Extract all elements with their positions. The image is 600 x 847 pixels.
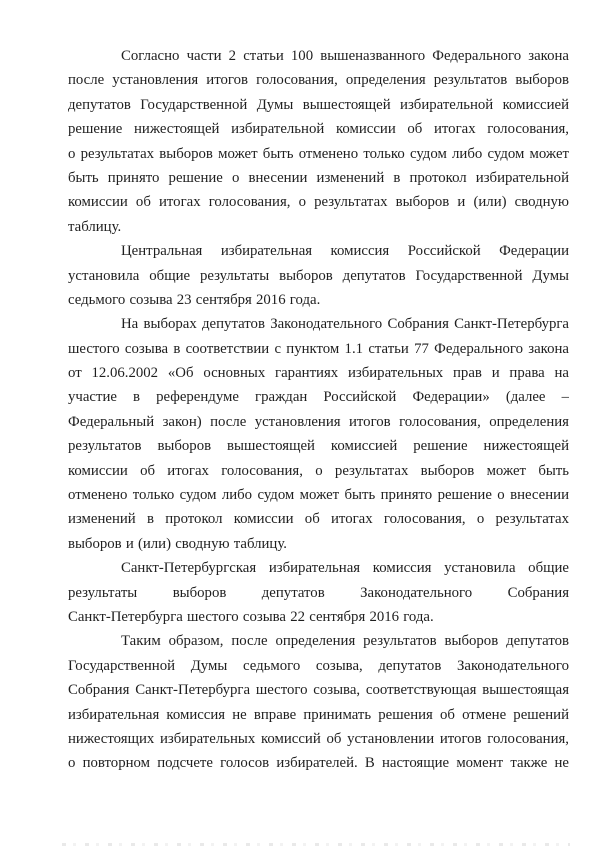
text-line: Государственной Думы седьмого созыва, депутатов Законодательного (68, 657, 569, 674)
text-line: результаты выборов депутатов Законодательного Собрания (68, 584, 569, 601)
text-line: Санкт-Петербурга шестого созыва 22 сентября 2016 года. (68, 608, 434, 625)
text-line: быть принято решение о внесении изменений в протокол избирательной (68, 169, 569, 186)
text-line: Таким образом, после определения результатов выборов депутатов (121, 633, 569, 650)
paragraph-1 (68, 44, 569, 239)
text-line: изменений в протокол комиссии об итогах голосования, о результатах (68, 511, 569, 528)
text-line: Центральная избирательная комиссия Российской Федерации (121, 243, 569, 260)
text-line: Федеральный закон) после установления итогов голосования, определения (68, 413, 569, 430)
text-line: На выборах депутатов Законодательного Собрания Санкт-Петербурга (121, 316, 569, 333)
text-line: Согласно части 2 статьи 100 вышеназванного Федерального закона (121, 48, 569, 64)
text-line: о результатах выборов может быть отменено только судом либо судом может (68, 145, 569, 162)
text-line: шестого созыва в соответствии с пунктом 1.1 статьи 77 Федерального закона (68, 340, 569, 357)
paragraph-3 (68, 312, 569, 556)
paragraph-5 (68, 629, 569, 775)
text-line: Собрания Санкт-Петербурга шестого созыва, соответствующая вышестоящая (68, 682, 569, 699)
text-line: установила общие результаты выборов депутатов Государственной Думы (68, 267, 569, 284)
text-line: Санкт-Петербургская избирательная комиссия установила общие (121, 560, 569, 577)
text-line: от 12.06.2002 «Об основных гарантиях избирательных прав и права на (68, 365, 569, 382)
scan-artifact-bottom (62, 843, 570, 846)
document-text-block (68, 44, 569, 776)
text-line: о повторном подсчете голосов избирателей. В настоящие момент также не (68, 755, 569, 772)
text-line: комиссии об итогах голосования, о результатах выборов может быть (68, 462, 569, 479)
text-line: выборов и (или) сводную таблицу. (68, 535, 287, 552)
text-line: комиссии об итогах голосования, о результатах выборов и (или) сводную (68, 194, 569, 211)
text-line: участие в референдуме граждан Российской Федерации» (далее – (68, 389, 569, 406)
paragraph-4 (68, 556, 569, 629)
text-line: результатов выборов вышестоящей комиссией решение нижестоящей (68, 438, 569, 455)
text-line: избирательная комиссия не вправе принимать решения об отмене решений (68, 706, 569, 723)
text-line: депутатов Государственной Думы вышестоящей избирательной комиссией (68, 96, 569, 113)
text-line: после установления итогов голосования, определения результатов выборов (68, 72, 569, 89)
text-line: отменено только судом либо судом может быть принято решение о внесении (68, 487, 569, 504)
text-line: нижестоящих избирательных комиссий об установлении итогов голосования, (68, 730, 569, 747)
paragraph-2 (68, 239, 569, 312)
text-line: таблицу. (68, 218, 122, 235)
text-line: седьмого созыва 23 сентября 2016 года. (68, 291, 321, 308)
text-line: решение нижестоящей избирательной комиссии об итогах голосования, (68, 121, 569, 138)
